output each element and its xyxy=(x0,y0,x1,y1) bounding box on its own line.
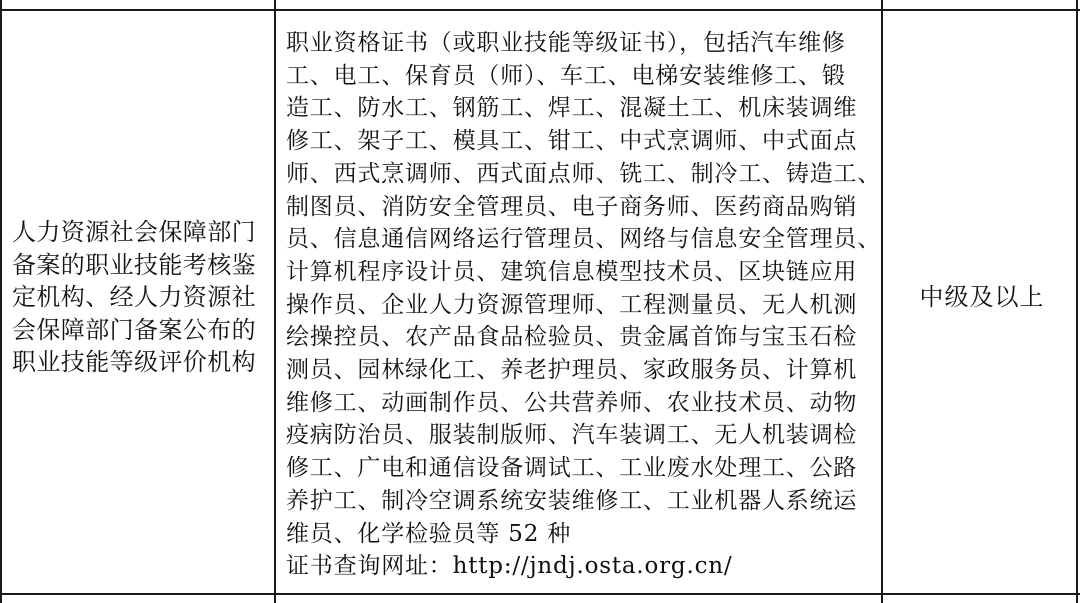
description-line: 师、西式烹调师、西式面点师、铣工、制冷工、铸造工、 xyxy=(286,160,881,187)
row-border-bottom xyxy=(0,593,1080,595)
description-line: 造工、防水工、钢筋工、焊工、混凝土工、机床装调维 xyxy=(286,95,858,122)
description-line: 修工、架子工、模具工、钳工、中式烹调师、中式面点 xyxy=(286,128,858,155)
column-divider-1 xyxy=(274,0,276,603)
issuer-cell xyxy=(12,216,268,379)
description-line: 制图员、消防安全管理员、电子商务师、医药商品购销 xyxy=(286,193,858,220)
issuer-line: 定机构、经人力资源社 xyxy=(12,283,256,311)
description-line: 维员、化学检验员等 52 种 xyxy=(286,520,572,547)
description-line: 测员、园林绿化工、养老护理员、家政服务员、计算机 xyxy=(286,357,858,384)
row-border-top xyxy=(0,9,1080,11)
issuer-line: 备案的职业技能考核鉴 xyxy=(12,250,256,279)
column-divider-2 xyxy=(881,0,883,603)
description-line: 员、信息通信网络运行管理员、网络与信息安全管理员、 xyxy=(286,226,881,253)
description-line: 操作员、企业人力资源管理师、工程测量员、无人机测 xyxy=(286,291,858,318)
description-line: 计算机程序设计员、建筑信息模型技术员、区块链应用 xyxy=(286,258,858,285)
description-line: 疫病防治员、服装制版师、汽车装调工、无人机装调检 xyxy=(286,422,858,449)
certificate-description-cell xyxy=(286,27,881,583)
level-cell xyxy=(884,281,1080,313)
issuer-line: 人力资源社会保障部门 xyxy=(12,218,256,246)
issuer-line: 职业技能等级评价机构 xyxy=(12,348,256,376)
description-line: 工、电工、保育员（师）、车工、电梯安装维修工、锻 xyxy=(286,62,846,89)
level-text: 中级及以上 xyxy=(919,283,1045,311)
description-line: 职业资格证书（或职业技能等级证书），包括汽车维修 xyxy=(286,30,846,56)
description-line: 绘操控员、农产品食品检验员、贵金属首饰与宝玉石检 xyxy=(286,324,858,351)
table-border-left xyxy=(0,0,2,603)
description-line: 维修工、动画制作员、公共营养师、农业技术员、动物 xyxy=(286,389,858,416)
description-line: 养护工、制冷空调系统安装维修工、工业机器人系统运 xyxy=(286,487,858,514)
issuer-line: 会保障部门备案公布的 xyxy=(12,315,256,344)
certificate-query-url: 证书查询网址：http://jndj.osta.org.cn/ xyxy=(286,553,733,580)
description-line: 修工、广电和通信设备调试工、工业废水处理工、公路 xyxy=(286,455,858,482)
